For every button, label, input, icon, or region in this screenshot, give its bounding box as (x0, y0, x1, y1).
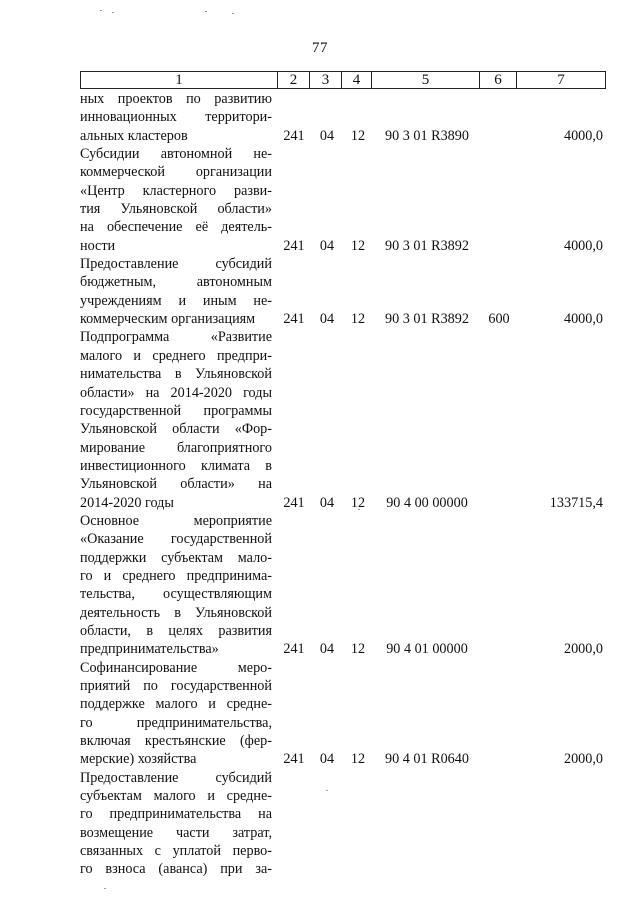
description-line: деятельность в Ульяновской (80, 604, 272, 621)
table-row (80, 90, 606, 145)
row-codes (80, 860, 606, 878)
row-codes (80, 640, 606, 658)
description-line: го предпринимательства на (80, 806, 272, 823)
subsection-code: 12 (350, 127, 366, 144)
header-col-7: 7 (557, 72, 565, 88)
description-line: Предоставление субсидий (80, 769, 272, 786)
section-code: 04 (319, 127, 335, 144)
description-line: бюджетным, автономным (80, 274, 272, 291)
description-line: ных проектов по развитию (80, 91, 272, 107)
description-line: поддержке малого и средне- (80, 696, 272, 713)
description-line: предпринимательства» (80, 641, 219, 658)
description-line: малого и среднего предпри- (80, 347, 272, 364)
target-article: 90 4 00 00000 (386, 494, 468, 511)
amount: 4000,0 (563, 127, 603, 144)
section-code: 04 (319, 751, 335, 768)
expense-type: 600 (488, 311, 510, 328)
header-col-4: 4 (342, 72, 372, 88)
ministry-code: 241 (283, 127, 305, 144)
ministry-code: 241 (283, 311, 305, 328)
target-article: 90 4 01 00000 (386, 641, 468, 658)
description-line: мирование благоприятного (80, 439, 272, 456)
header-col-2: 2 (278, 72, 310, 88)
row-codes (80, 494, 606, 512)
ministry-code: 241 (283, 494, 305, 511)
description-line: альных кластеров (80, 127, 188, 144)
description-line: Субсидии автономной не- (80, 146, 272, 163)
description-line: Ульяновской области «Фор- (80, 421, 272, 438)
description-line: области, в целях развития (80, 622, 272, 639)
description-line: Ульяновской области» на (80, 476, 272, 493)
amount: 4000,0 (563, 237, 603, 254)
description-line: субъектам малого и средне- (80, 788, 272, 805)
subsection-code: 12 (350, 751, 366, 768)
table-row (80, 328, 606, 511)
description-line: го предпринимательства, (80, 714, 272, 731)
subsection-code: 12 (350, 494, 366, 511)
subsection-code: 12 (350, 311, 366, 328)
target-article: 90 3 01 R3890 (385, 127, 469, 144)
description-line: поддержки субъектам мало- (80, 549, 272, 566)
table-row (80, 659, 606, 769)
subsection-code: 12 (350, 641, 366, 658)
section-code: 04 (319, 494, 335, 511)
description-line: учреждениям и иным не- (80, 292, 272, 309)
header-col-1: 1 (81, 72, 278, 88)
row-description (80, 328, 272, 511)
target-article: 90 4 01 R0640 (385, 751, 469, 768)
row-description (80, 512, 272, 659)
description-line: области» на 2014-2020 годы (80, 384, 272, 401)
amount: 2000,0 (563, 641, 603, 658)
header-col-5: 5 (372, 72, 480, 88)
table-row (80, 255, 606, 328)
description-line: «Оказание государственной (80, 531, 272, 548)
row-codes (80, 750, 606, 768)
header-col-6: 6 (480, 72, 517, 88)
table-header (80, 71, 606, 89)
ministry-code: 241 (283, 237, 305, 254)
description-line: го и среднего предпринима- (80, 567, 272, 584)
description-line: коммерческой организации (80, 164, 272, 181)
description-line: го взноса (аванса) при за- (80, 861, 272, 878)
ministry-code: 241 (283, 641, 305, 658)
amount: 4000,0 (563, 311, 603, 328)
description-line: коммерческим организациям (80, 311, 256, 328)
description-line: 2014-2020 годы (80, 494, 174, 511)
description-line: Софинансирование меро- (80, 659, 272, 676)
row-codes (80, 310, 606, 328)
description-line: приятий по государственной (80, 678, 272, 694)
description-line: инвестиционного климата в (80, 457, 272, 474)
ministry-code: 241 (283, 751, 305, 768)
description-line: возмещение части затрат, (80, 824, 272, 841)
amount: 133715,4 (549, 494, 603, 511)
header-col-3: 3 (310, 72, 342, 88)
description-line: государственной программы (80, 402, 272, 419)
table-row (80, 769, 606, 879)
target-article: 90 3 01 R3892 (385, 311, 469, 328)
row-codes (80, 127, 606, 145)
description-line: мерские) хозяйства (80, 751, 197, 768)
description-line: на обеспечение её деятель- (80, 219, 272, 236)
section-code: 04 (319, 641, 335, 658)
description-line: связанных с уплатой перво- (80, 843, 272, 860)
description-line: Предоставление субсидий (80, 256, 272, 273)
description-line: тельства, осуществляющим (80, 586, 272, 603)
section-code: 04 (319, 311, 335, 328)
description-line: «Центр кластерного разви- (80, 182, 272, 199)
description-line: Подпрограмма «Развитие (80, 329, 272, 346)
table-row (80, 145, 606, 255)
description-line: включая крестьянские (фер- (80, 733, 272, 750)
description-line: ности (80, 237, 116, 254)
target-article: 90 3 01 R3892 (385, 237, 469, 254)
page-number: 77 (312, 40, 328, 56)
description-line: инновационных территори- (80, 109, 272, 126)
amount: 2000,0 (563, 751, 603, 768)
description-line: нимательства в Ульяновской (80, 366, 272, 383)
row-codes (80, 237, 606, 255)
table-body (80, 90, 606, 879)
section-code: 04 (319, 237, 335, 254)
description-line: Основное мероприятие (80, 512, 272, 529)
table-row (80, 512, 606, 659)
subsection-code: 12 (350, 237, 366, 254)
description-line: тия Ульяновской области» (80, 201, 272, 218)
